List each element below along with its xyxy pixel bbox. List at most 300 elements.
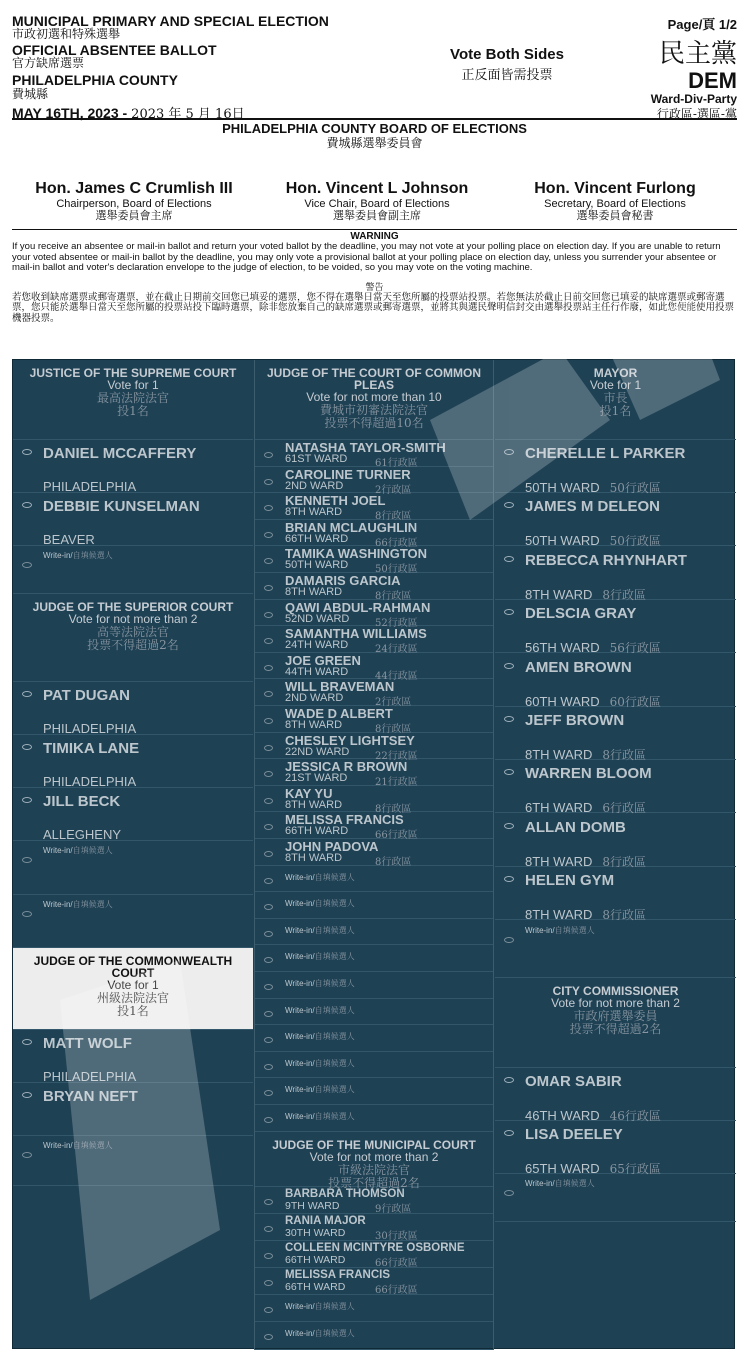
vote-both-sides: Vote Both Sides: [450, 46, 564, 63]
contest-column-3: [495, 360, 736, 1350]
candidate-residence: [43, 1122, 53, 1137]
candidate-ward: 66TH WARD: [285, 1280, 346, 1293]
candidate-ward-zh: 50行政區: [609, 534, 661, 549]
vote-oval[interactable]: [264, 585, 273, 591]
write-in-label: [43, 899, 113, 910]
write-in-text: Write-in/: [285, 872, 315, 882]
candidate-ward: PHILADELPHIA: [43, 774, 137, 789]
write-in-text-zh: 自填候選人: [314, 899, 355, 909]
write-in-label: [285, 1301, 355, 1312]
vote-oval[interactable]: [22, 797, 32, 803]
candidate-residence: [43, 827, 121, 842]
candidate-row[interactable]: [255, 786, 493, 813]
candidate-name: CHERELLE L PARKER: [525, 445, 686, 462]
candidate-name: DAMARIS GARCIA: [285, 573, 401, 588]
vote-for-zh: 投1名: [117, 1004, 149, 1018]
vote-oval[interactable]: [22, 1152, 32, 1158]
vote-oval[interactable]: [22, 449, 32, 455]
vote-oval[interactable]: [22, 502, 32, 508]
vote-for-zh: 投票不得超過2名: [87, 638, 179, 652]
write-in-row[interactable]: [255, 866, 493, 893]
candidate-ward: 8TH WARD: [525, 853, 593, 869]
candidate-ward: 65TH WARD: [525, 1161, 600, 1176]
candidate-name: BARBARA THOMSON: [285, 1187, 405, 1200]
office-title: JUDGE OF THE SUPERIOR COURT: [32, 600, 234, 614]
candidate-ward-zh: 8行政區: [602, 587, 647, 602]
ballot-header: [12, 10, 737, 120]
contest-column-1: [13, 360, 253, 1350]
candidate-ward: 8TH WARD: [285, 506, 343, 519]
vote-oval[interactable]: [264, 1280, 273, 1286]
candidate-ward-zh: 66行政區: [375, 537, 418, 549]
write-in-text: Write-in/: [43, 1141, 73, 1150]
candidate-row[interactable]: [255, 1214, 493, 1241]
write-in-text-zh: 自填候選人: [314, 952, 355, 962]
candidate-row[interactable]: [255, 1187, 493, 1214]
candidate-ward: PHILADELPHIA: [43, 1069, 137, 1084]
candidate-ward: 50TH WARD: [285, 559, 349, 572]
write-in-row[interactable]: [13, 895, 253, 948]
vote-oval[interactable]: [264, 505, 273, 511]
vote-oval[interactable]: [264, 1253, 273, 1259]
vote-oval[interactable]: [264, 1090, 273, 1096]
candidate-row[interactable]: [255, 839, 493, 866]
write-in-text-zh: 自填候選人: [314, 1058, 355, 1068]
write-in-label: [285, 1328, 355, 1339]
official-role-zh: 選舉委員會主席: [95, 209, 173, 222]
vote-oval[interactable]: [264, 1064, 273, 1070]
vote-oval[interactable]: [264, 452, 273, 458]
candidate-ward: 8TH WARD: [285, 852, 343, 864]
write-in-label: [285, 1084, 355, 1095]
candidate-ward: 44TH WARD: [285, 665, 349, 678]
write-in-label: [43, 550, 113, 561]
candidate-ward-zh: 46行政區: [609, 1108, 661, 1123]
candidate-name: TIMIKA LANE: [43, 740, 140, 757]
candidate-row[interactable]: [13, 1083, 253, 1136]
vote-oval[interactable]: [504, 449, 514, 455]
candidate-ward: ALLEGHENY: [43, 827, 122, 842]
write-in-text: Write-in/: [285, 1085, 315, 1095]
office-title: JUDGE OF THE COURT OF COMMON PLEAS: [267, 366, 481, 392]
write-in-text-zh: 自填候選人: [314, 1328, 355, 1338]
candidate-ward-zh: 2行政區: [375, 484, 412, 496]
office-title-zh: 市政府選舉委員: [573, 1008, 658, 1023]
vote-oval[interactable]: [264, 612, 273, 618]
candidate-row[interactable]: [495, 440, 736, 493]
candidate-name: ALLAN DOMB: [525, 818, 626, 836]
candidate-ward: 8TH WARD: [285, 719, 343, 731]
candidate-name: JOHN PADOVA: [285, 839, 379, 854]
write-in-row[interactable]: [255, 1078, 493, 1105]
vote-for-zh: 投票不得超過2名: [328, 1175, 420, 1190]
vote-oval[interactable]: [504, 937, 514, 943]
candidate-row[interactable]: [495, 1121, 736, 1174]
candidate-row[interactable]: [495, 867, 736, 923]
write-in-row[interactable]: [13, 546, 253, 594]
candidate-name: SAMANTHA WILLIAMS: [285, 626, 427, 642]
candidate-ward: 8TH WARD: [285, 798, 343, 811]
candidate-ward-zh: 66行政區: [375, 1257, 418, 1269]
party: DEM: [688, 68, 737, 93]
vote-oval[interactable]: [264, 665, 273, 671]
official-role: Secretary, Board of Elections: [544, 198, 686, 210]
write-in-row[interactable]: [495, 921, 736, 978]
write-in-text-zh: 自填候選人: [72, 551, 113, 560]
candidate-ward: 60TH WARD: [525, 693, 600, 709]
write-in-text: Write-in/: [285, 1032, 315, 1042]
office-title: CITY COMMISSIONER: [552, 983, 679, 998]
warning-title: WARNING: [350, 231, 399, 242]
office-title: JUDGE OF THE COMMONWEALTH COURT: [33, 954, 233, 980]
candidate-row[interactable]: [255, 520, 493, 547]
write-in-text: Write-in/: [525, 1179, 555, 1189]
write-in-text: Write-in/: [285, 899, 315, 909]
candidate-row[interactable]: [495, 1068, 736, 1121]
candidate-name: DELSCIA GRAY: [525, 605, 637, 623]
candidate-residence: [43, 721, 136, 736]
candidate-name: LISA DEELEY: [525, 1126, 623, 1143]
candidate-ward: 2ND WARD: [285, 479, 344, 492]
candidate-row[interactable]: [255, 679, 493, 709]
write-in-label: [285, 1111, 355, 1122]
vote-for-zh: 投1名: [117, 404, 149, 418]
candidate-row[interactable]: [13, 682, 253, 735]
write-in-text: Write-in/: [285, 925, 315, 935]
candidate-row[interactable]: [495, 600, 736, 656]
write-in-row[interactable]: [495, 1174, 736, 1222]
candidate-ward-zh: 50行政區: [375, 564, 418, 576]
vote-oval[interactable]: [264, 1307, 273, 1313]
candidate-ward-zh: 30行政區: [375, 1230, 418, 1242]
office-header: [255, 1132, 493, 1190]
vote-for: Vote for 1: [107, 978, 159, 992]
vote-oval[interactable]: [264, 638, 273, 644]
candidate-name: DANIEL MCCAFFERY: [43, 445, 197, 462]
vote-oval[interactable]: [22, 562, 32, 568]
vote-oval[interactable]: [264, 798, 273, 804]
candidate-row[interactable]: [255, 812, 493, 842]
vote-oval[interactable]: [264, 1334, 273, 1340]
candidate-ward: 46TH WARD: [525, 1107, 600, 1123]
vote-oval[interactable]: [22, 691, 32, 697]
candidate-row[interactable]: [495, 814, 736, 867]
candidate-row[interactable]: [255, 493, 493, 523]
vote-oval[interactable]: [504, 823, 514, 829]
candidate-ward: 52ND WARD: [285, 612, 350, 625]
candidate-name: JAMES M DELEON: [525, 498, 661, 516]
vote-oval[interactable]: [264, 1117, 273, 1123]
write-in-row[interactable]: [13, 841, 253, 895]
candidate-ward: 50TH WARD: [525, 480, 600, 495]
candidate-residence: [43, 479, 136, 494]
candidate-ward: 8TH WARD: [285, 586, 343, 598]
warning-text: If you receive an absentee or mail-in ballot and return your voted ballot by the deadline, you may not vote at your polling place on election day. If you are unable to return your voted absentee or mail-in ballot by the deadline, you may only vote a provisional ballot at your polling place on election day, unless you surrender your absentee or mail-in ballot and voter's declaration envelope to the judge of election, to be voided, so you may vote on the voting machine.: [12, 241, 721, 273]
candidate-name: NATASHA TAYLOR-SMITH: [285, 440, 446, 455]
candidate-ward-zh: 44行政區: [375, 670, 418, 682]
candidate-name: JILL BECK: [43, 793, 121, 810]
candidate-name: MELISSA FRANCIS: [285, 1268, 390, 1281]
write-in-row[interactable]: [13, 1136, 253, 1186]
write-in-text-zh: 自填候選人: [314, 1005, 355, 1015]
candidate-row[interactable]: [255, 733, 493, 760]
candidate-residence: [43, 1069, 136, 1084]
contest-grid: [12, 359, 735, 1349]
candidate-name: REBECCA RHYNHART: [525, 551, 687, 569]
candidate-row[interactable]: [255, 600, 493, 627]
write-in-text: Write-in/: [285, 1112, 315, 1121]
candidate-row[interactable]: [255, 467, 493, 494]
vote-for-zh: 投1名: [599, 404, 632, 418]
vote-oval[interactable]: [504, 1077, 514, 1083]
write-in-text: Write-in/: [285, 979, 315, 988]
candidate-row[interactable]: [255, 759, 493, 789]
candidate-ward-zh: 8行政區: [602, 748, 647, 762]
board-official: [14, 180, 254, 222]
vote-oval[interactable]: [264, 1037, 273, 1043]
board-title: PHILADELPHIA COUNTY BOARD OF ELECTIONS: [222, 121, 527, 136]
board-official: [500, 180, 730, 222]
official-name: Hon. Vincent Furlong: [534, 180, 696, 197]
write-in-label: [285, 1058, 355, 1069]
vote-oval[interactable]: [264, 878, 273, 884]
vote-oval[interactable]: [264, 851, 273, 857]
candidate-name: TAMIKA WASHINGTON: [285, 546, 428, 562]
write-in-label: [525, 925, 595, 936]
candidate-row[interactable]: [495, 760, 736, 816]
candidate-ward: 56TH WARD: [525, 640, 600, 656]
candidate-row[interactable]: [255, 573, 493, 600]
vote-oval[interactable]: [264, 718, 273, 724]
write-in-row[interactable]: [255, 892, 493, 919]
office-header: [495, 360, 736, 440]
office-header: [13, 360, 253, 440]
write-in-row[interactable]: [255, 1025, 493, 1052]
candidate-ward: 30TH WARD: [285, 1226, 346, 1239]
candidate-name: BRYAN NEFT: [43, 1088, 138, 1105]
official-name: Hon. James C Crumlish III: [35, 180, 233, 197]
write-in-text-zh: 自填候選人: [314, 1085, 355, 1095]
write-in-text: Write-in/: [285, 952, 315, 962]
candidate-ward-zh: 65行政區: [609, 1162, 661, 1176]
vote-oval[interactable]: [264, 1199, 273, 1205]
candidate-row[interactable]: [255, 1241, 493, 1268]
ward-div-party-zh: 行政區-選區-黨: [656, 107, 737, 121]
write-in-label: [285, 872, 355, 883]
candidate-row[interactable]: [255, 626, 493, 656]
candidate-name: MELISSA FRANCIS: [285, 812, 404, 828]
vote-oval[interactable]: [264, 479, 273, 485]
office-title-zh: 最高法院法官: [96, 391, 169, 405]
vote-oval[interactable]: [504, 502, 514, 508]
board-title-zh: 費城縣選舉委員會: [326, 136, 423, 150]
office-title-zh: 費城市初審法院法官: [319, 403, 428, 417]
write-in-label: [285, 1031, 355, 1042]
vote-oval[interactable]: [264, 931, 273, 937]
candidate-ward: 8TH WARD: [525, 907, 593, 923]
candidate-ward: 22ND WARD: [285, 745, 350, 758]
candidate-row[interactable]: [255, 706, 493, 733]
page-number: Page/頁 1/2: [667, 17, 737, 32]
write-in-text-zh: 自填候選人: [72, 900, 113, 909]
board-official: [262, 180, 492, 222]
vote-oval[interactable]: [504, 1130, 514, 1136]
party-zh: 民主黨: [658, 39, 737, 69]
vote-oval[interactable]: [264, 824, 273, 830]
vote-oval[interactable]: [504, 663, 514, 669]
office-title: JUDGE OF THE MUNICIPAL COURT: [272, 1137, 476, 1152]
write-in-label: [285, 925, 355, 936]
candidate-ward: 66TH WARD: [285, 1253, 346, 1266]
vote-oval[interactable]: [504, 876, 514, 882]
write-in-row[interactable]: [255, 1052, 493, 1079]
vote-oval[interactable]: [264, 1226, 273, 1232]
write-in-label: [285, 951, 355, 962]
vote-oval[interactable]: [264, 558, 273, 564]
candidate-name: QAWI ABDUL-RAHMAN: [285, 599, 431, 615]
candidate-name: JOE GREEN: [285, 652, 361, 668]
candidate-row[interactable]: [495, 493, 736, 549]
candidate-ward-zh: 8行政區: [375, 591, 412, 602]
warning-title-zh: 警告: [365, 282, 384, 293]
candidate-ward-zh: 8行政區: [375, 857, 412, 868]
candidate-row[interactable]: [13, 735, 253, 788]
write-in-text-zh: 自填候選人: [314, 872, 355, 882]
candidate-ward-zh: 6行政區: [602, 801, 647, 816]
write-in-row[interactable]: [255, 999, 493, 1026]
ward-div-party: Ward-Div-Party: [650, 92, 737, 106]
candidate-row[interactable]: [495, 707, 736, 760]
office-header: [255, 360, 493, 440]
candidate-row[interactable]: [255, 546, 493, 576]
vote-oval[interactable]: [264, 957, 273, 963]
candidate-row[interactable]: [13, 1030, 253, 1083]
office-header: [495, 978, 736, 1068]
candidate-row[interactable]: [495, 547, 736, 600]
candidate-ward: 24TH WARD: [285, 639, 349, 652]
candidate-name: PAT DUGAN: [43, 687, 130, 704]
candidate-ward-zh: 60行政區: [609, 694, 661, 709]
candidate-name: CAROLINE TURNER: [285, 466, 411, 482]
write-in-text-zh: 自填候選人: [72, 1141, 113, 1150]
vote-for-zh: 投票不得超過10名: [324, 416, 424, 430]
warning-text-zh: 若您收到缺席選票或郵寄選票，並在截止日期前交回您已填妥的選票，您不得在選舉日當天至您所屬的投票站投票。若您無法於截止日前交回您已填妥的缺席選票或郵寄選票，您只能於選舉日當天至您所屬的投票站投下臨時選票，除非您放棄自己的缺席選票或郵寄選票，並將其與選民聲明信封交由選舉投票站主任行作廢，如此您便能使用投票機器投票。: [12, 291, 735, 324]
warning-box: [12, 229, 737, 359]
candidate-row[interactable]: [255, 1268, 493, 1295]
county-name-zh: 費城縣: [12, 87, 49, 101]
election-title-zh: 市政初選和特殊選舉: [12, 27, 121, 41]
vote-oval[interactable]: [264, 1011, 273, 1017]
candidate-name: WILL BRAVEMAN: [285, 679, 395, 695]
candidate-ward: 8TH WARD: [525, 586, 593, 602]
candidate-ward: 61ST WARD: [285, 453, 348, 465]
candidate-residence: [43, 532, 95, 547]
vote-oval[interactable]: [22, 1092, 32, 1098]
vote-oval[interactable]: [264, 984, 273, 990]
vote-oval[interactable]: [504, 769, 514, 775]
candidate-name: WARREN BLOOM: [525, 765, 652, 783]
write-in-text: Write-in/: [43, 900, 73, 909]
vote-oval[interactable]: [22, 1039, 32, 1045]
candidate-ward-zh: 21行政區: [375, 777, 418, 789]
office-header: [13, 594, 253, 682]
candidate-ward: PHILADELPHIA: [43, 479, 137, 494]
candidate-ward-zh: 24行政區: [375, 644, 418, 656]
candidate-ward: 8TH WARD: [525, 747, 593, 762]
candidate-name: KAY YU: [285, 785, 333, 801]
candidate-row[interactable]: [495, 654, 736, 707]
write-in-label: [43, 1140, 113, 1151]
candidate-name: COLLEEN MCINTYRE OSBORNE: [285, 1241, 465, 1254]
write-in-row[interactable]: [255, 919, 493, 946]
candidate-name: BRIAN MCLAUGHLIN: [285, 519, 418, 535]
candidate-row[interactable]: [13, 440, 253, 493]
vote-oval[interactable]: [264, 745, 273, 751]
candidate-name: OMAR SABIR: [525, 1072, 622, 1090]
candidate-ward-zh: 66行政區: [375, 1284, 418, 1296]
write-in-row[interactable]: [255, 1105, 493, 1132]
candidate-residence: [43, 774, 136, 789]
write-in-label: [285, 1005, 355, 1016]
candidate-row[interactable]: [13, 788, 253, 841]
candidate-row[interactable]: [255, 653, 493, 680]
office-header: [13, 948, 253, 1030]
candidate-name: MATT WOLF: [43, 1035, 132, 1052]
vote-oval[interactable]: [22, 744, 32, 750]
write-in-row[interactable]: [255, 972, 493, 999]
write-in-label: [285, 978, 355, 989]
write-in-row[interactable]: [255, 1295, 493, 1322]
candidate-row[interactable]: [13, 493, 253, 546]
vote-oval[interactable]: [22, 911, 32, 917]
write-in-text-zh: 自填候選人: [554, 925, 595, 935]
write-in-row[interactable]: [255, 1322, 493, 1350]
write-in-text: Write-in/: [285, 1005, 315, 1015]
election-date: MAY 16TH, 2023 - 2023 年 5 月 16日: [12, 105, 245, 122]
vote-oval[interactable]: [264, 691, 273, 697]
candidate-name: RANIA MAJOR: [285, 1214, 366, 1227]
candidate-row[interactable]: [255, 440, 493, 467]
office-title: JUSTICE OF THE SUPREME COURT: [29, 366, 237, 380]
candidate-ward-zh: 2行政區: [375, 697, 412, 709]
candidate-name: AMEN BROWN: [525, 658, 632, 676]
vote-oval[interactable]: [504, 556, 514, 562]
candidate-name: WADE D ALBERT: [285, 706, 393, 721]
vote-oval[interactable]: [264, 771, 273, 777]
office-title-zh: 市級法院法官: [337, 1162, 410, 1177]
official-role-zh: 選舉委員會秘書: [576, 209, 654, 222]
candidate-ward-zh: 8行政區: [375, 724, 412, 735]
candidate-ward-zh: 8行政區: [375, 803, 412, 815]
vote-oval[interactable]: [264, 904, 273, 910]
vote-oval[interactable]: [504, 716, 514, 722]
vote-oval[interactable]: [22, 857, 32, 863]
vote-oval[interactable]: [264, 532, 273, 538]
vote-oval[interactable]: [504, 1190, 514, 1196]
write-in-text-zh: 自填候選人: [314, 979, 355, 988]
candidate-ward: 66TH WARD: [285, 532, 349, 545]
vote-oval[interactable]: [504, 609, 514, 615]
write-in-text-zh: 自填候選人: [314, 1112, 355, 1121]
election-title: MUNICIPAL PRIMARY AND SPECIAL ELECTION: [12, 13, 329, 29]
candidate-ward-zh: 52行政區: [375, 617, 418, 629]
candidate-name: HELEN GYM: [525, 872, 615, 890]
contest-column-2: [254, 360, 494, 1350]
vote-both-sides-zh: 正反面皆需投票: [461, 68, 553, 83]
ballot-type: OFFICIAL ABSENTEE BALLOT: [12, 42, 217, 58]
write-in-row[interactable]: [255, 945, 493, 972]
vote-for: Vote for not more than 2: [309, 1149, 439, 1164]
